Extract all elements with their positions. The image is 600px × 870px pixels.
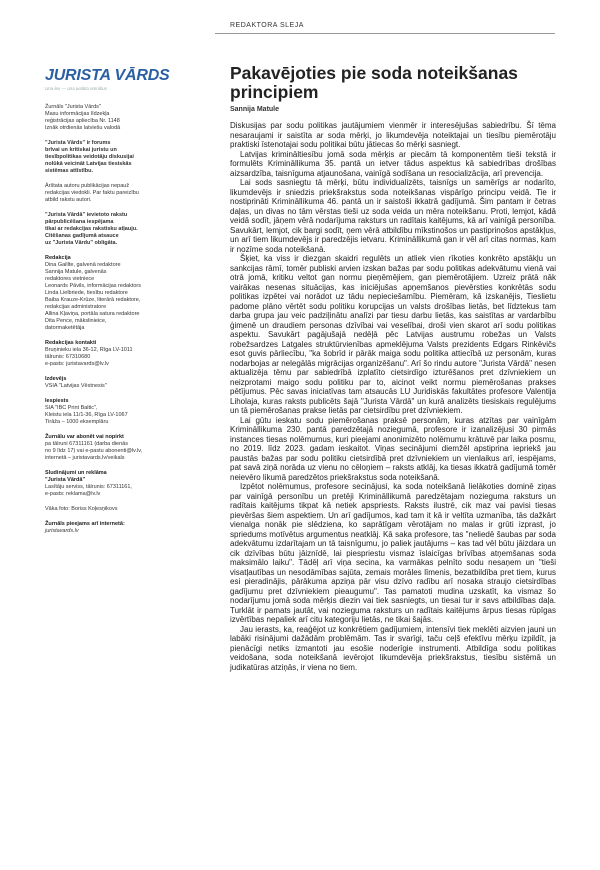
- ads-line: Lasītāju serviss, tālrunis: 67311161,: [45, 484, 132, 490]
- contacts-email[interactable]: e-pasts: juristavards@lv.lv: [45, 361, 109, 367]
- publisher-name: VSIA "Latvijas Vēstnesis": [45, 383, 107, 389]
- online-link[interactable]: juristavards.lv: [45, 528, 79, 534]
- copyright-line: Citēšanas gadījumā atsauce: [45, 233, 119, 239]
- forum-statement: [45, 140, 185, 175]
- online-heading: Žurnāls pieejams arī internetā:: [45, 521, 125, 527]
- registration-info: [45, 104, 185, 132]
- staff-line: datormaketētāja: [45, 325, 85, 331]
- staff-line: Sannija Matule, galvenās: [45, 269, 107, 275]
- staff-line: redaktores vietniece: [45, 276, 95, 282]
- forum-line: brīvai un kritiskai juristu un: [45, 147, 117, 153]
- masthead-sidebar: [45, 68, 185, 543]
- copyright-line: pārpublicēšana iespējama: [45, 219, 114, 225]
- paragraph: Diskusijas par sodu politikas jautājumiem vienmēr ir interesējušas sabiedrību. Šī tēma nesaraujami ir saistīta ar soda mērķi, jo likumdevēja noteiktajai un tiesību piemērotāju praktiski īstenotajai sodu politikai būtu jātiecas šo mērķi sasniegt.: [230, 121, 556, 149]
- editorial-heading: Redakcija: [45, 255, 71, 261]
- staff-line: Dina Gaillte, galvenā redaktore: [45, 262, 121, 268]
- info-line: reģistrācijas apliecība Nr. 1148: [45, 118, 120, 124]
- paragraph: Izpētot nolēmumus, profesore secinājusi, ka soda noteikšanā lielākoties dominē ziņas par vainīgā personību un pretēji Krimināllikumā paredzētajam nozieguma raksturs un radītais kaitējums tikpat kā netiek apspriests. Raksts ilustrē, cik maz vai pavisi tiesas pievēršas šiem aspektiem. Un arī gadījumos, kad tam it kā ir veltīta uzmanība, tās dažkārt vienalga nonāk pie slēdziena, ko saprātīgam vērotājam no malas ir grūti izprast, jo spriedums motīvētus argumentus neatklāj. Kā saka profesore, tas "neliedē šaubas par soda adekvātumu izdarītajam un tā taisnīgumu, jo paliek jautājums – kas tad vēl būtu jāizdara un cik dzīvības būtu jāiznīdē, lai piespriestu vismaz īslaicīgas brīvības atņemšanas soda maksimālo laiku". Tādēļ arī viņa secina, ka varmākas pelnīto sodu nesaņem un "tieši visatļautības un nesodāmības sajūta, zemais morāles līmenis, bezatbildība pret tiem, kurus esi pieradinājis, pārākuma apziņa pār visu dzīvo radību arī nosaka straujo cietsirdības gadījumu pret dzīvniekiem pieaugumu". Tas pamatoti mudina uzskatīt, ka vismaz šo nodarījumu jomā soda mērķis diezin vai tiek sasniegts, un tiesai tur ir savs atbildības daļa. Turklāt ir pamats jautāt, vai nozieguma raksturs un radītais kaitējums ārpus tiesas rūpīgas izvērtības nepaliek arī citu kategoriju lietās, ne tikai šajās.: [230, 482, 556, 624]
- copyright-line: "Jurista Vārdā" ievietoto rakstu: [45, 212, 128, 218]
- paragraph: Latvijas krimināltiesību jomā soda mērķis ar piecām tā komponentēm tieši tekstā ir formulēts Krimināllikuma 35. pantā un ietver tādus aspektus kā sabiedrības drošības aizsardzība, taisnīguma atjaunošana, vainīgā sodīšana un resocializācija, arī prevencija.: [230, 149, 556, 178]
- subscription-line: pa tālruni 67311161 (darba dienās: [45, 441, 128, 447]
- advertising-info: [45, 470, 185, 498]
- editorial-contacts: [45, 340, 185, 368]
- ads-heading: Sludinājumi un reklāma: [45, 470, 107, 476]
- editorial-article: [230, 64, 556, 672]
- contacts-phone: tālrunis: 67310680: [45, 354, 91, 360]
- copyright-line: tikai ar redakcijas rakstisku atļauju.: [45, 226, 138, 232]
- article-body: [230, 121, 556, 672]
- cover-photo-credit: [45, 506, 185, 513]
- staff-line: Allina Kļaviņa, portāla satura redaktore: [45, 311, 140, 317]
- opinion-line: redakcijas viedokli. Par faktu pareizību: [45, 190, 139, 196]
- print-line: Tirāža – 1000 eksemplāru: [45, 419, 109, 425]
- paragraph: Lai gūtu ieskatu sodu piemērošanas praksē personām, kuras atzītas par vainīgām Krimināllikuma 230. pantā paredzētajā noziegumā, profesore ir izanalizējusi 30 pirmās instances tiesas nolēmumus, kuri pieejami anonimizēto nolēmumu krātuvē par laika posmu, no 2019. līdz 2023. gadam ieskaitot. Viņas secinājumi diemžēl apstiprina iepriekš jau paustās bažas par sodu politiku cietsirdībā pret dzīvniekiem un vienlaikus arī, iespējams, pat savā ziņā norāda uz vienu no cēloņiem – raksts atklāj, ka tiesas ikkatrā gadījumā tomēr neievēro likumā paredzētos priekšrakstus soda noteikšanā.: [230, 415, 556, 482]
- forum-line: "Jurista Vārds" ir forums: [45, 140, 111, 146]
- copyright-notice: [45, 212, 185, 247]
- section-label: REDAKTORA SLEJA: [230, 22, 304, 29]
- opinion-disclaimer: [45, 183, 185, 204]
- journal-logo: JURISTA VĀRDS: [45, 67, 170, 84]
- opinion-line: Ārštata autoru publikācijas nepauž: [45, 183, 130, 189]
- header-divider: [215, 33, 555, 34]
- staff-line: Dita Pence, mākslinieice,: [45, 318, 107, 324]
- article-title: Pakavējoties pie soda noteikšanas principiem: [230, 63, 518, 102]
- copyright-line: uz "Jurista Vārdu" obligāta.: [45, 240, 118, 246]
- online-info: [45, 521, 185, 535]
- staff-line: Linda Lielbriede, tiesību redaktore: [45, 290, 128, 296]
- contacts-address: Bruņinieku iela 36-12, Rīga LV-1011: [45, 347, 133, 353]
- forum-line: sistēmas attīstību.: [45, 168, 93, 174]
- info-line: Masu informācijas līdzekļa: [45, 111, 110, 117]
- article-author: Sannija Matule: [230, 106, 280, 113]
- paragraph: Šķiet, ka viss ir diezgan skaidri regulēts un atliek vien rīkoties konkrēto apstākļu un sankcijas rāmī, tomēr publiski arvien izskan bažas par sodu politikas adekvātumu vienā vai otrā jomā, kritiku veltot gan normu pieņēmējiem, gan piemērotājiem. Uzreiz prātā nāk vairākas nesenas situācijas, kas iniciējušas apņemšanos pievērsties konkrētās sodu politikas izpētei vai norādot uz tādu nepieciešamību. Piemēram, kā izskanējis, Tieslietu padome plāno vērtēt sodu politiku korupcijas un valsts drošības lietās, bet līdztekus tam darba grupa jau veic padziļinātu analīzi par tiesu darbu lietās, kas saistītas ar vardarbību ģimenē un draudiem personas dzīvībai vai veselībai, droši vien skarot arī sodu politikas aspektu. Savukārt pagājušajā nedēļā pēc Latvijas austrumu robežas un Valsts robežsardzes Latgales struktūrvienības apmeklējuma Valsts prezidents Edgars Rinkēvičs esot guvis pārliecību, "ka šobrīd ir pārāk maiga sodu politika attiecībā uz personām, kuras nodarbojas ar nelegālās migrācijas organizēšanu". Arī šo rindu autore "Jurista Vārdā" nesen aktualizēja tēmu par sabiedrībā izplatīto cietsirdīgo izturēšanos pret dzīvniekiem un neizprotami maigo sodu politiku par to, aicinot veikt normu piemērošanas prakses pētījumus. Pēc savas iniciatīvas tam atsaucās LU Juridiskās fakultātes profesore Valentija Liholaja, kuras raksts publicēts šajā "Jurista Vārdā" un kurā analizēts tiesiskais regulējums un tā piemērošanas prakse lietās par cietsirdību pret dzīvniekiem.: [230, 254, 556, 415]
- opinion-line: atbild rakstu autori.: [45, 197, 92, 203]
- publisher-info: [45, 376, 185, 390]
- forum-line: nolūkā veicināt Latvijas tiesiskās: [45, 161, 132, 167]
- print-heading: Iespiests: [45, 398, 69, 404]
- staff-line: redakcijas administratore: [45, 304, 107, 310]
- staff-line: Leonards Pāvils, informācijas redaktors: [45, 283, 141, 289]
- editorial-staff: [45, 255, 185, 332]
- print-line: SIA "IBC Print Baltic",: [45, 405, 98, 411]
- print-line: Kleistu iela 11/1-36, Rīga LV-1067: [45, 412, 128, 418]
- subscription-line[interactable]: internetā – juristavards.lv/veikals: [45, 455, 125, 461]
- contacts-heading: Redakcijas kontakti: [45, 340, 97, 346]
- forum-line: tiesībpolitikas veidotāju diskusijai: [45, 154, 134, 160]
- paragraph: Lai sods sasniegtu tā mērķi, būtu individualizēts, taisnīgs un samērīgs ar nodarīto, likumdevējs ir sniedzis priekšrakstus soda noteikšanas vispārīgo principu veidā. Tie ir nostiprināti Krimināllikuma 46. pantā un ir saistoši ikkatrā gadījumā. Šim pantam ir četras daļas, un divas no tām vērstas tieši uz soda veida un mēra noteikšanu. Proti, lemjot, kādā veidā sodīt, jāņem vērā nodarījuma raksturs un radītais kaitējums, kā arī vainīgā personība. Savukārt, lemjot, cik bargi sodīt, ņem vērā atbildību mīkstinošos un pastiprinošos apstākļus, un arī tiem likumdevējs ir paredzējis ietvaru. Krimināllikumā gan ir vēl arī citas normas, kam ir nozīme soda noteikšanā.: [230, 178, 556, 254]
- logo-block: [45, 68, 185, 92]
- publisher-heading: Izdevējs: [45, 376, 67, 382]
- info-line: Iznāk otrdienās latviešu valodā: [45, 125, 121, 131]
- info-line: Žurnāls "Jurista Vārds": [45, 104, 101, 110]
- logo-tagline: Una lex — una iustitia omnibus: [45, 86, 108, 91]
- subscription-heading: Žurnālu var abonēt vai nopirkt: [45, 434, 124, 440]
- subscription-info: [45, 434, 185, 462]
- paragraph: Jau ierasts, ka, reaģējot uz konkrētiem gadījumiem, intensīvi tiek meklēti aizvien jauni un labāki risinājumi dažādām problēmām. Tas ir svarīgi, taču ceļš efektīvu mērķu izpildīt, ja pienācīgi netiks izmantoti jau esošie noderīgie instrumenti. Atbildīga sodu politikas veidošana, soda noteikšanā ievērojot likumdevēja priekšrakstus, tiesību sistēmā un judikatūras atziņās, ir viena no tiem.: [230, 624, 556, 672]
- subscription-line[interactable]: no 9 līdz 17) vai e-pastu abonenti@lv.lv,: [45, 448, 143, 454]
- print-info: [45, 398, 185, 426]
- staff-line: Baiba Krauze-Krūze, literārā redaktore,: [45, 297, 141, 303]
- ads-email[interactable]: e-pasts: reklama@lv.lv: [45, 491, 101, 497]
- photo-credit: Vāka foto: Boriss Koļesņikovs: [45, 506, 118, 512]
- top-bar: [0, 0, 600, 32]
- ads-heading-journal: "Jurista Vārdā": [45, 477, 86, 483]
